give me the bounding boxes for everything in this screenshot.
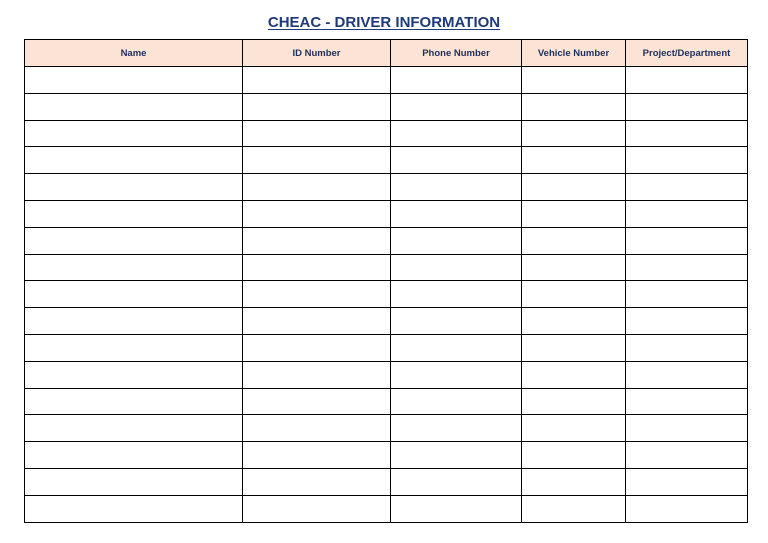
document-title: CHEAC - DRIVER INFORMATION	[267, 14, 501, 31]
vehicle-number-cell[interactable]	[522, 468, 626, 495]
id-number-cell[interactable]	[243, 200, 391, 227]
column-header-vehicle-number: Vehicle Number	[522, 40, 626, 67]
table-row	[25, 254, 748, 281]
table-row	[25, 93, 748, 120]
id-number-cell[interactable]	[243, 67, 391, 94]
vehicle-number-cell[interactable]	[522, 93, 626, 120]
phone-number-cell[interactable]	[391, 442, 522, 469]
vehicle-number-cell[interactable]	[522, 361, 626, 388]
phone-number-cell[interactable]	[391, 227, 522, 254]
phone-number-cell[interactable]	[391, 388, 522, 415]
table-body	[25, 67, 748, 523]
id-number-cell[interactable]	[243, 227, 391, 254]
name-cell[interactable]	[25, 281, 243, 308]
phone-number-cell[interactable]	[391, 281, 522, 308]
phone-number-cell[interactable]	[391, 415, 522, 442]
column-header-name: Name	[25, 40, 243, 67]
id-number-cell[interactable]	[243, 147, 391, 174]
project-department-cell[interactable]	[626, 254, 748, 281]
column-header-id-number: ID Number	[243, 40, 391, 67]
project-department-cell[interactable]	[626, 361, 748, 388]
vehicle-number-cell[interactable]	[522, 227, 626, 254]
phone-number-cell[interactable]	[391, 93, 522, 120]
vehicle-number-cell[interactable]	[522, 415, 626, 442]
phone-number-cell[interactable]	[391, 67, 522, 94]
vehicle-number-cell[interactable]	[522, 67, 626, 94]
name-cell[interactable]	[25, 495, 243, 522]
table-row	[25, 361, 748, 388]
driver-information-table	[24, 39, 748, 523]
vehicle-number-cell[interactable]	[522, 120, 626, 147]
project-department-cell[interactable]	[626, 442, 748, 469]
vehicle-number-cell[interactable]	[522, 334, 626, 361]
name-cell[interactable]	[25, 174, 243, 201]
phone-number-cell[interactable]	[391, 495, 522, 522]
phone-number-cell[interactable]	[391, 254, 522, 281]
table-header-row	[25, 40, 748, 67]
vehicle-number-cell[interactable]	[522, 442, 626, 469]
vehicle-number-cell[interactable]	[522, 388, 626, 415]
vehicle-number-cell[interactable]	[522, 308, 626, 335]
table-row	[25, 415, 748, 442]
project-department-cell[interactable]	[626, 415, 748, 442]
phone-number-cell[interactable]	[391, 120, 522, 147]
project-department-cell[interactable]	[626, 227, 748, 254]
id-number-cell[interactable]	[243, 442, 391, 469]
table-row	[25, 281, 748, 308]
project-department-cell[interactable]	[626, 308, 748, 335]
vehicle-number-cell[interactable]	[522, 200, 626, 227]
project-department-cell[interactable]	[626, 120, 748, 147]
project-department-cell[interactable]	[626, 495, 748, 522]
id-number-cell[interactable]	[243, 93, 391, 120]
project-department-cell[interactable]	[626, 67, 748, 94]
name-cell[interactable]	[25, 200, 243, 227]
phone-number-cell[interactable]	[391, 147, 522, 174]
name-cell[interactable]	[25, 254, 243, 281]
name-cell[interactable]	[25, 388, 243, 415]
id-number-cell[interactable]	[243, 174, 391, 201]
project-department-cell[interactable]	[626, 147, 748, 174]
id-number-cell[interactable]	[243, 415, 391, 442]
project-department-cell[interactable]	[626, 281, 748, 308]
table-row	[25, 147, 748, 174]
phone-number-cell[interactable]	[391, 334, 522, 361]
name-cell[interactable]	[25, 361, 243, 388]
table-row	[25, 388, 748, 415]
phone-number-cell[interactable]	[391, 174, 522, 201]
project-department-cell[interactable]	[626, 468, 748, 495]
id-number-cell[interactable]	[243, 361, 391, 388]
project-department-cell[interactable]	[626, 388, 748, 415]
id-number-cell[interactable]	[243, 281, 391, 308]
phone-number-cell[interactable]	[391, 361, 522, 388]
table-row	[25, 495, 748, 522]
vehicle-number-cell[interactable]	[522, 495, 626, 522]
table-row	[25, 227, 748, 254]
vehicle-number-cell[interactable]	[522, 147, 626, 174]
id-number-cell[interactable]	[243, 254, 391, 281]
id-number-cell[interactable]	[243, 120, 391, 147]
name-cell[interactable]	[25, 147, 243, 174]
name-cell[interactable]	[25, 442, 243, 469]
id-number-cell[interactable]	[243, 388, 391, 415]
table-row	[25, 334, 748, 361]
table-row	[25, 442, 748, 469]
name-cell[interactable]	[25, 67, 243, 94]
vehicle-number-cell[interactable]	[522, 174, 626, 201]
name-cell[interactable]	[25, 93, 243, 120]
id-number-cell[interactable]	[243, 495, 391, 522]
project-department-cell[interactable]	[626, 174, 748, 201]
name-cell[interactable]	[25, 308, 243, 335]
column-header-phone-number: Phone Number	[391, 40, 522, 67]
phone-number-cell[interactable]	[391, 468, 522, 495]
id-number-cell[interactable]	[243, 468, 391, 495]
id-number-cell[interactable]	[243, 308, 391, 335]
table-row	[25, 174, 748, 201]
name-cell[interactable]	[25, 468, 243, 495]
id-number-cell[interactable]	[243, 334, 391, 361]
name-cell[interactable]	[25, 415, 243, 442]
project-department-cell[interactable]	[626, 93, 748, 120]
name-cell[interactable]	[25, 227, 243, 254]
table-row	[25, 120, 748, 147]
table-row	[25, 308, 748, 335]
table-row	[25, 468, 748, 495]
table-row	[25, 200, 748, 227]
project-department-cell[interactable]	[626, 334, 748, 361]
vehicle-number-cell[interactable]	[522, 254, 626, 281]
name-cell[interactable]	[25, 120, 243, 147]
project-department-cell[interactable]	[626, 200, 748, 227]
column-header-project-department: Project/Department	[626, 40, 748, 67]
phone-number-cell[interactable]	[391, 308, 522, 335]
vehicle-number-cell[interactable]	[522, 281, 626, 308]
phone-number-cell[interactable]	[391, 200, 522, 227]
table-row	[25, 67, 748, 94]
name-cell[interactable]	[25, 334, 243, 361]
